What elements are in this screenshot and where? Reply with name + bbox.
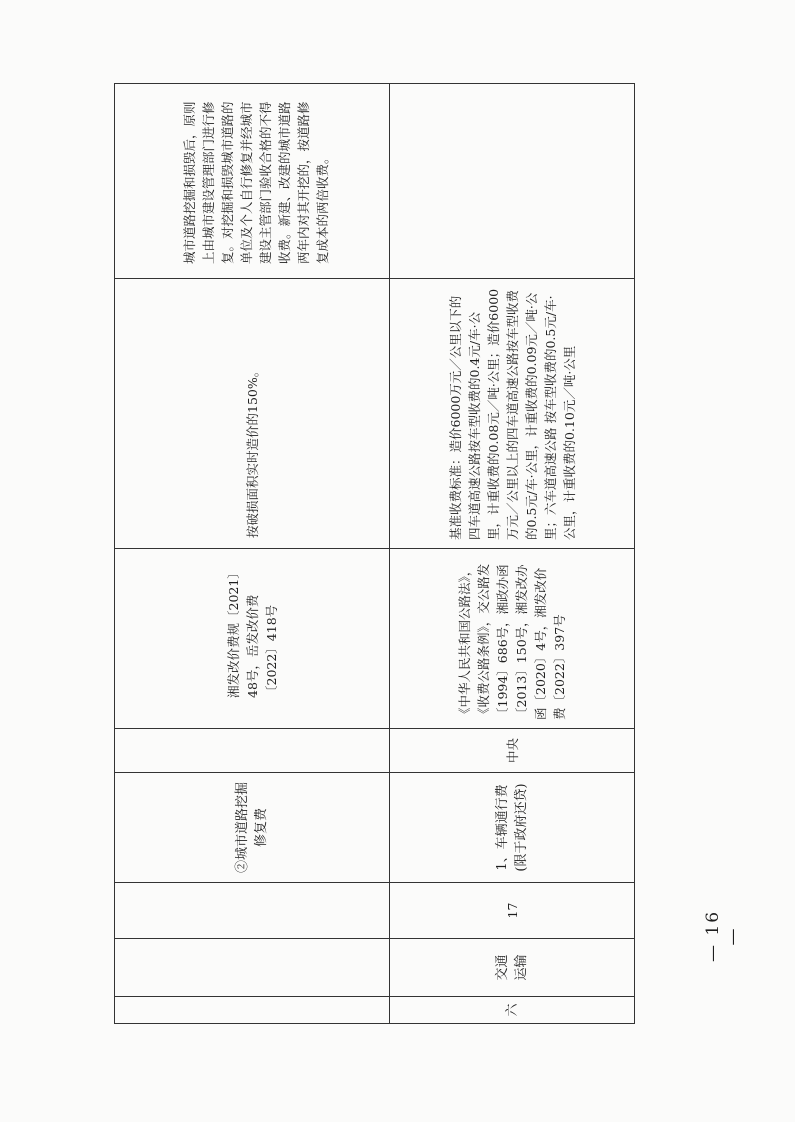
number-cell: 17 xyxy=(390,883,635,939)
standard-cell: 基准收费标准：造价6000万元／公里以下的四车道高速公路按车型收费的0.4元/车·公里，计重收费的0.08元／吨·公里；造价6000万元／公里以上的四车道高速公路按车型收费的0.5元/车·公里，计重收费的0.09元／吨·公里；六车道高速公路 按车型收费的0.5元/车·公里，计重收费的0.10元／吨·公里 xyxy=(390,279,635,549)
category-cell xyxy=(115,939,390,997)
item-cell: ②城市道路挖掘修复费 xyxy=(115,773,390,883)
basis-cell: 湘发改价费规〔2021〕48号，岳发改价费〔2022〕418号 xyxy=(115,549,390,729)
level-cell xyxy=(115,729,390,773)
rotated-table-wrapper xyxy=(114,84,634,1024)
item-cell: 1、车辆通行费(限于政府还贷) xyxy=(390,773,635,883)
category-cell: 交通运输 xyxy=(390,939,635,997)
basis-cell: 《中华人民共和国公路法》，《收费公路条例》，交公路发〔1994〕686号，湘政办函〔2013〕150号，湘发改办函〔2020〕4号，湘发改价费〔2022〕397号 xyxy=(390,549,635,729)
table-row xyxy=(115,84,390,1024)
remark-cell: 城市道路挖掘和损毁后，原则上由城市建设管理部门进行修复。对挖掘和损毁城市道路的单位及个人自行修复并经城市建设主管部门验收合格的不得收费。新建、改建的城市道路两年内对其开挖的，按道路修复成本的两倍收费。 xyxy=(115,84,390,279)
number-cell xyxy=(115,883,390,939)
seq-cell: 六 xyxy=(390,997,635,1024)
standard-cell: 按破损面积实时造价的150%。 xyxy=(115,279,390,549)
table-row xyxy=(390,84,635,1024)
seq-cell xyxy=(115,997,390,1024)
fee-table xyxy=(114,83,635,1024)
page-number: — 16 — xyxy=(703,909,743,963)
level-cell: 中央 xyxy=(390,729,635,773)
remark-cell xyxy=(390,84,635,279)
